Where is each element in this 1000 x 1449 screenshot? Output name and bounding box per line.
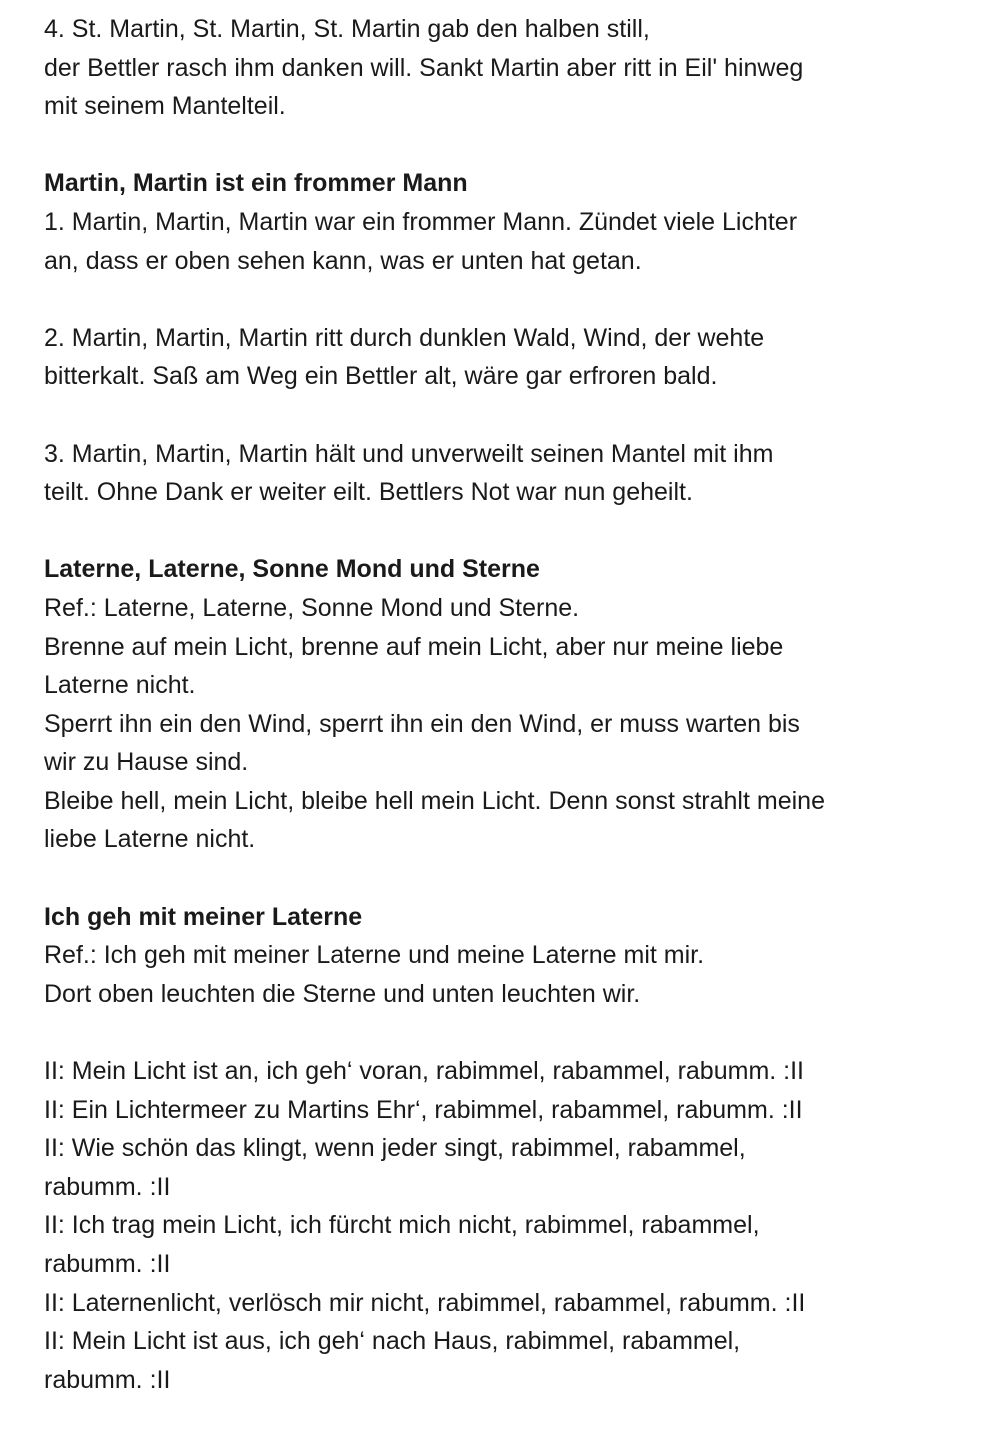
verse-line: II: Mein Licht ist aus, ich geh‘ nach Haus, rabimmel, rabammel, xyxy=(44,1327,741,1356)
verse-line: an, dass er oben sehen kann, was er unten hat getan. xyxy=(44,246,642,275)
verse-line: liebe Laterne nicht. xyxy=(44,825,256,854)
verse-line: Bleibe hell, mein Licht, bleibe hell mein Licht. Denn sonst strahlt meine xyxy=(44,786,825,815)
song-block xyxy=(44,550,970,859)
verse-line: II: Ich trag mein Licht, ich fürcht mich nicht, rabimmel, rabammel, xyxy=(44,1211,760,1240)
verse-line: Dort oben leuchten die Sterne und unten leuchten wir. xyxy=(44,979,641,1008)
verse-line: II: Mein Licht ist an, ich geh‘ voran, rabimmel, rabammel, rabumm. :II xyxy=(44,1057,804,1086)
verse-line: 1. Martin, Martin, Martin war ein frommer Mann. Zündet viele Lichter xyxy=(44,207,798,236)
song-title: Ich geh mit meiner Laterne xyxy=(44,902,363,931)
verse-block xyxy=(44,1052,970,1399)
song-block xyxy=(44,164,970,280)
verse-line: II: Laternenlicht, verlösch mir nicht, rabimmel, rabammel, rabumm. :II xyxy=(44,1288,806,1317)
verse-line: rabumm. :II xyxy=(44,1365,171,1394)
verse-block xyxy=(44,435,970,512)
verse-line: II: Wie schön das klingt, wenn jeder singt, rabimmel, rabammel, xyxy=(44,1134,746,1163)
verse-line: teilt. Ohne Dank er weiter eilt. Bettlers Not war nun geheilt. xyxy=(44,478,693,507)
verse-line: Sperrt ihn ein den Wind, sperrt ihn ein den Wind, er muss warten bis xyxy=(44,709,800,738)
verse-line: Brenne auf mein Licht, brenne auf mein Licht, aber nur meine liebe xyxy=(44,632,784,661)
song-title: Martin, Martin ist ein frommer Mann xyxy=(44,169,468,198)
verse-line: rabumm. :II xyxy=(44,1172,171,1201)
verse-line: 3. Martin, Martin, Martin hält und unverweilt seinen Mantel mit ihm xyxy=(44,439,774,468)
verse-line: rabumm. :II xyxy=(44,1250,171,1278)
verse-line: der Bettler rasch ihm danken will. Sankt Martin aber ritt in Eil' hinweg xyxy=(44,53,804,82)
verse-line: 2. Martin, Martin, Martin ritt durch dunklen Wald, Wind, der wehte xyxy=(44,323,765,352)
song-title: Laterne, Laterne, Sonne Mond und Sterne xyxy=(44,555,540,584)
verse-line: Ref.: Ich geh mit meiner Laterne und meine Laterne mit mir. xyxy=(44,941,705,970)
verse-line: II: Ein Lichtermeer zu Martins Ehr‘, rabimmel, rabammel, rabumm. :II xyxy=(44,1095,803,1124)
song-block xyxy=(44,898,970,1014)
verse-line: wir zu Hause sind. xyxy=(44,748,249,777)
verse-line: mit seinem Mantelteil. xyxy=(44,92,286,121)
verse-block xyxy=(44,10,970,126)
verse-line: Ref.: Laterne, Laterne, Sonne Mond und Sterne. xyxy=(44,593,580,622)
verse-line: Laterne nicht. xyxy=(44,671,196,700)
verse-line: 4. St. Martin, St. Martin, St. Martin gab den halben still, xyxy=(44,15,650,43)
verse-block xyxy=(44,319,970,396)
verse-line: bitterkalt. Saß am Weg ein Bettler alt, wäre gar erfroren bald. xyxy=(44,362,718,391)
